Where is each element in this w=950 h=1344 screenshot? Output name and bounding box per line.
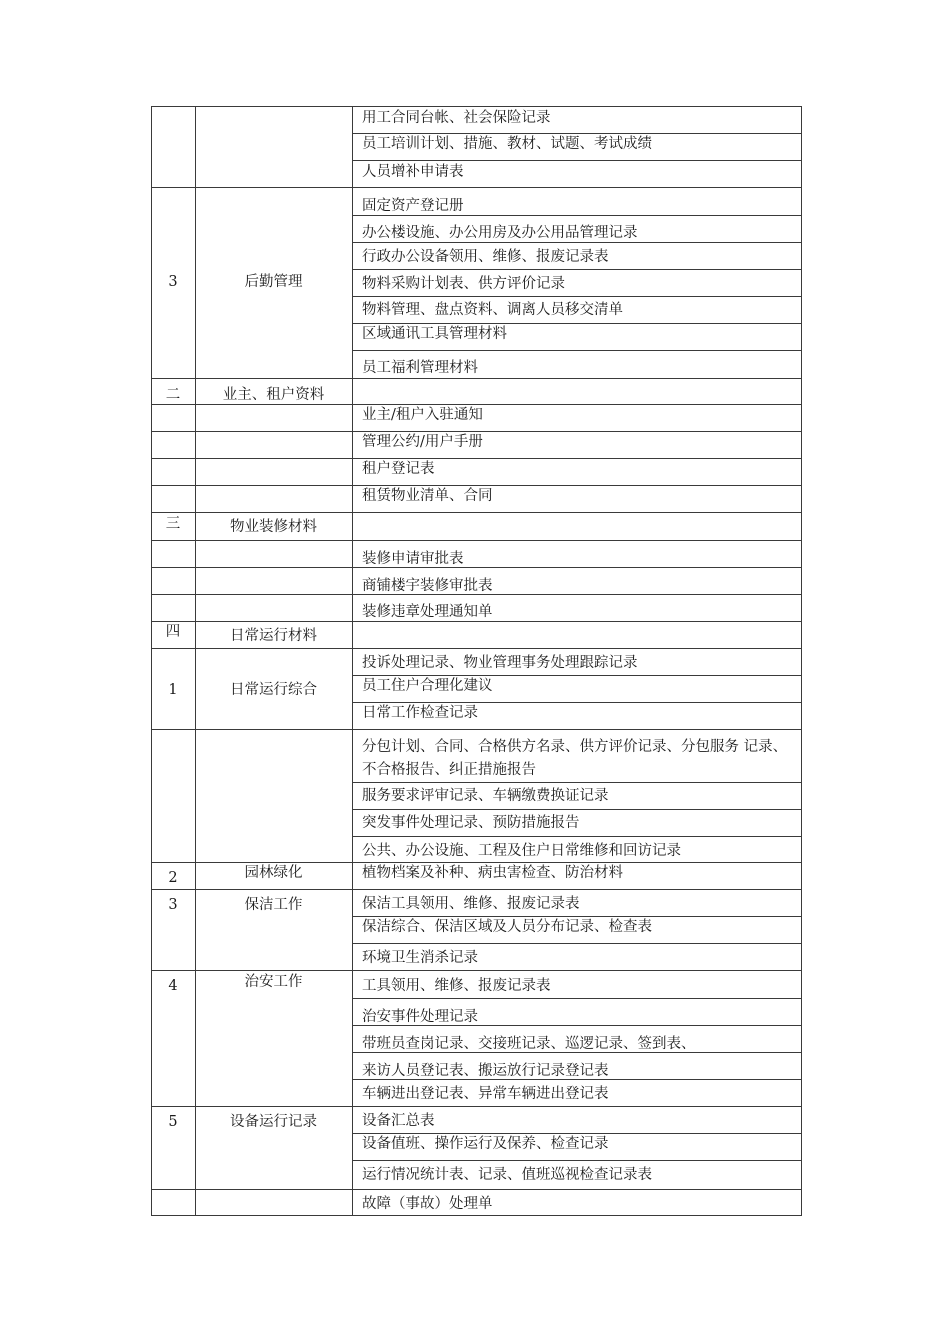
row-border-top [151, 889, 802, 890]
row-category: 治安工作 [244, 974, 303, 990]
row-border-top [151, 540, 802, 541]
record-item: 运行情况统计表、记录、值班巡视检查记录表 [362, 1167, 652, 1183]
record-item: 突发事件处理记录、预防措施报告 [362, 815, 580, 831]
record-item: 办公楼设施、办公用房及办公用品管理记录 [362, 225, 638, 241]
row-border-top [151, 378, 802, 379]
record-item: 服务要求评审记录、车辆缴费换证记录 [362, 788, 609, 804]
table-border-right [801, 106, 802, 1216]
row-category: 业主、租户资料 [222, 387, 325, 403]
record-item: 环境卫生消杀记录 [362, 950, 478, 966]
record-item: 管理公约/用户手册 [362, 434, 483, 450]
record-item: 租户登记表 [362, 461, 435, 477]
row-number: 4 [168, 978, 178, 994]
record-item: 商铺楼宇装修审批表 [362, 578, 493, 594]
row-category: 日常运行综合 [230, 682, 317, 698]
row-number: 1 [168, 682, 178, 698]
record-item: 故障（事故）处理单 [362, 1196, 493, 1212]
record-item: 分包计划、合同、合格供方名录、供方评价记录、分包服务 记录、不合格报告、纠正措施报告 [362, 739, 788, 778]
item-border [352, 943, 802, 944]
record-item: 来访人员登记表、搬运放行记录登记表 [362, 1063, 609, 1079]
record-item: 装修申请审批表 [362, 551, 464, 567]
row-number: 3 [168, 274, 178, 290]
record-item: 租赁物业清单、合同 [362, 488, 493, 504]
item-border [352, 1079, 802, 1080]
row-border-top [151, 1106, 802, 1107]
record-item: 植物档案及补种、病虫害检查、防治材料 [362, 865, 623, 881]
record-item: 设备汇总表 [362, 1113, 435, 1129]
record-item: 员工福利管理材料 [362, 360, 478, 376]
item-border [352, 296, 802, 297]
record-item: 行政办公设备领用、维修、报废记录表 [362, 249, 609, 265]
row-number: 5 [168, 1114, 178, 1130]
row-category: 保洁工作 [244, 897, 303, 913]
record-item: 工具领用、维修、报废记录表 [362, 978, 551, 994]
record-item: 员工培训计划、措施、教材、试题、考试成绩 [362, 136, 652, 152]
record-item: 区域通讯工具管理材料 [362, 326, 507, 342]
row-border-top [151, 1189, 802, 1190]
record-item: 固定资产登记册 [362, 198, 464, 214]
record-item: 日常工作检查记录 [362, 705, 478, 721]
row-border-top [151, 594, 802, 595]
record-item: 装修违章处理通知单 [362, 604, 493, 620]
row-border-top [151, 729, 802, 730]
table-border-bottom [151, 1215, 802, 1216]
item-border [352, 242, 802, 243]
row-number: 四 [165, 624, 181, 640]
item-border [352, 350, 802, 351]
item-border [352, 269, 802, 270]
row-number: 三 [165, 516, 181, 532]
record-item: 业主/租户入驻通知 [362, 407, 483, 423]
row-category: 日常运行材料 [230, 628, 317, 644]
row-category: 后勤管理 [244, 274, 303, 290]
row-category: 设备运行记录 [230, 1114, 317, 1130]
record-item: 保洁综合、保洁区域及人员分布记录、检查表 [362, 919, 652, 935]
row-number: 二 [165, 387, 181, 403]
record-item: 保洁工具领用、维修、报废记录表 [362, 896, 580, 912]
record-item: 投诉处理记录、物业管理事务处理跟踪记录 [362, 655, 638, 671]
item-border [352, 1025, 802, 1026]
record-item: 人员增补申请表 [362, 164, 464, 180]
row-border-top [151, 621, 802, 622]
row-border-top [151, 458, 802, 459]
record-item: 设备值班、操作运行及保养、检查记录 [362, 1136, 609, 1152]
record-item: 带班员查岗记录、交接班记录、巡逻记录、签到表、 [362, 1036, 696, 1052]
row-category: 园林绿化 [244, 865, 303, 881]
item-border [352, 215, 802, 216]
item-border [352, 1052, 802, 1053]
record-item: 车辆进出登记表、异常车辆进出登记表 [362, 1086, 609, 1102]
record-item: 物料采购计划表、供方评价记录 [362, 276, 565, 292]
records-table [151, 106, 801, 1216]
record-item: 物料管理、盘点资料、调离人员移交清单 [362, 302, 623, 318]
item-border [352, 836, 802, 837]
row-border-top [151, 567, 802, 568]
row-number: 3 [168, 897, 178, 913]
row-category: 物业装修材料 [230, 519, 317, 535]
item-border [352, 998, 802, 999]
row-border-top [151, 512, 802, 513]
record-item: 治安事件处理记录 [362, 1009, 478, 1025]
item-border [352, 809, 802, 810]
item-border [352, 1160, 802, 1161]
column-divider-category [352, 106, 353, 1216]
record-item: 公共、办公设施、工程及住户日常维修和回访记录 [362, 843, 681, 859]
row-number: 2 [168, 870, 178, 886]
record-item: 用工合同台帐、社会保险记录 [362, 110, 551, 126]
item-border [352, 782, 802, 783]
row-border-top [151, 648, 802, 649]
record-item: 员工住户合理化建议 [362, 678, 493, 694]
row-border-top [151, 187, 802, 188]
